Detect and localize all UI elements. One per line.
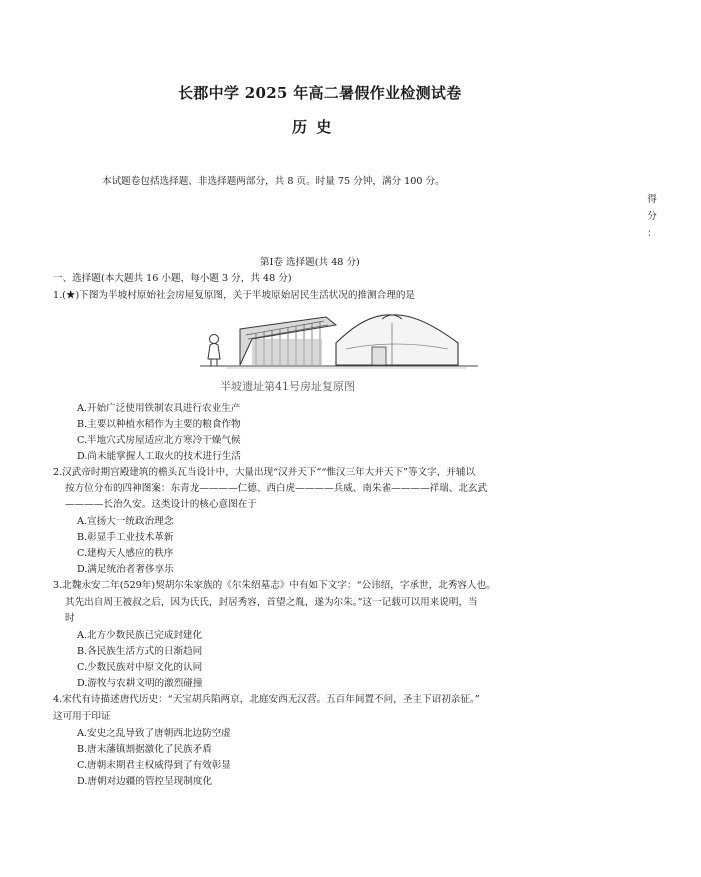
question-1-stem: 1.(★)下图为半坡村原始社会房屋复原图，关于半坡原始居民生活状况的推测合理的是 bbox=[53, 290, 416, 301]
question-2-option-d: D.满足统治者奢侈享乐 bbox=[77, 564, 174, 575]
question-2-option-b: B.彰显手工业技术革新 bbox=[77, 532, 174, 543]
question-1-option-d: D.尚未能掌握人工取火的技术进行生活 bbox=[77, 451, 241, 462]
question-4-option-c: C.唐朝末期君主权威得到了有效彰显 bbox=[77, 760, 231, 771]
question-4-option-b: B.唐末藩镇割据激化了民族矛盾 bbox=[77, 744, 212, 755]
question-2-option-a: A.宣扬大一统政治理念 bbox=[77, 516, 174, 527]
question-1-option-b: B.主要以种植水稻作为主要的粮食作物 bbox=[77, 419, 241, 430]
banpo-house-illustration bbox=[196, 309, 482, 395]
hut-dome bbox=[336, 315, 458, 365]
question-4-option-a: A.安史之乱导致了唐朝西北边防空虚 bbox=[77, 728, 231, 739]
score-label bbox=[646, 191, 658, 242]
question-3-stem-line: 3.北魏永安二年(529年)契胡尔朱家族的《尔朱绍墓志》中有如下文字：“公讳绍，字承世，北秀容人也。 bbox=[53, 580, 496, 591]
question-3-option-d: D.游牧与农耕文明的激烈碰撞 bbox=[77, 678, 203, 689]
question-3-option-a: A.北方少数民族已完成封建化 bbox=[77, 630, 203, 641]
question-2-stem-line: 按方位分布的四神图案：东青龙————仁德、西白虎————兵威、南朱雀————祥瑞、北玄武 bbox=[65, 483, 488, 494]
section-instruction: 一、选择题(本大题共 16 小题，每小题 3 分，共 48 分) bbox=[53, 273, 292, 284]
figure-caption: 半坡遗址第41号房址复原图 bbox=[220, 380, 355, 393]
question-3-option-c: C.少数民族对中原文化的认同 bbox=[77, 662, 203, 673]
question-2-option-c: C.建构天人感应的秩序 bbox=[77, 548, 174, 559]
score-label-char: ： bbox=[647, 228, 657, 239]
question-1-option-c: C.半地穴式房屋适应北方寒冷干燥气候 bbox=[77, 435, 241, 446]
exam-title: 长郡中学 2025 年高二暑假作业检测试卷 bbox=[178, 84, 462, 102]
question-2-stem-line: ————长治久安。这类设计的核心意图在于 bbox=[65, 499, 257, 510]
question-3-stem-line: 时 bbox=[65, 613, 75, 624]
question-3-option-b: B.各民族生活方式的日渐趋同 bbox=[77, 646, 203, 657]
question-4-option-d: D.唐朝对边疆的管控呈现制度化 bbox=[77, 776, 213, 787]
question-1-figure bbox=[196, 309, 482, 395]
question-4-stem-line: 这可用于印证 bbox=[53, 711, 111, 722]
score-label-char: 分 bbox=[647, 211, 657, 222]
exam-intro: 本试题卷包括选择题、非选择题两部分，共 8 页。时量 75 分钟，满分 100 分。 bbox=[102, 176, 445, 187]
hut-door bbox=[372, 347, 386, 365]
section-title: 第Ⅰ卷 选择题(共 48 分) bbox=[260, 257, 360, 268]
figure-person-head bbox=[210, 335, 219, 344]
question-3-stem-line: 其先出自周王被叔之后，因为氏氏，封居秀容，首望之胤，遂为尔朱。”这一记载可以用来说明，当 bbox=[65, 597, 478, 608]
subject-title: 历 史 bbox=[292, 118, 334, 136]
figure-person-body bbox=[208, 344, 220, 360]
score-label-char: 得 bbox=[647, 194, 657, 205]
cutaway-wall bbox=[252, 339, 322, 365]
question-1-option-a: A.开始广泛使用铁制农具进行农业生产 bbox=[77, 403, 241, 414]
question-4-stem-line: 4.宋代有诗描述唐代历史：“天宝胡兵陷两京，北庭安西无汉营。五百年间置不问，圣主下诏初亲征。” bbox=[53, 694, 480, 705]
question-2-stem-line: 2.汉武帝时期宫殿建筑的檐头瓦当设计中，大量出现“汉并天下”“惟汉三年大并天下”等文字，并辅以 bbox=[53, 467, 476, 478]
